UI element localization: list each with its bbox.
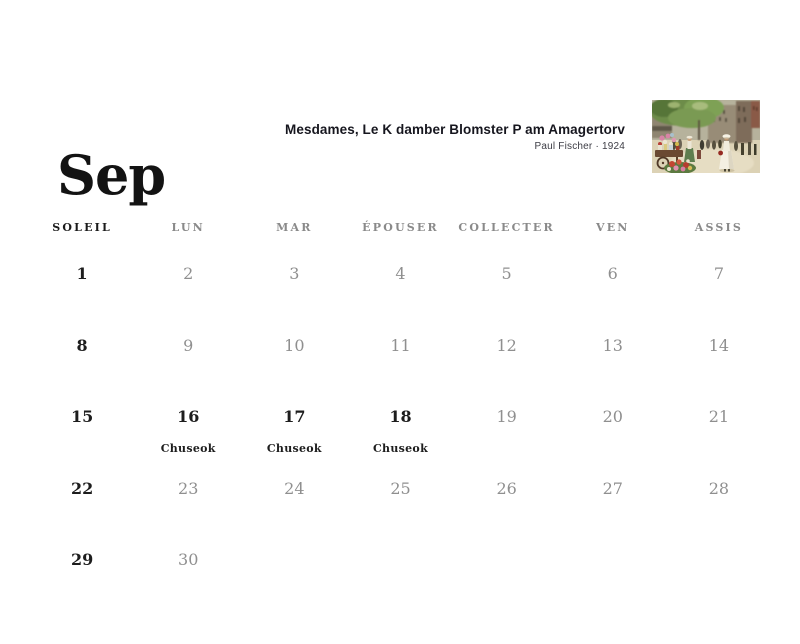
weekday-header-6: ASSIS [694, 220, 744, 234]
day-cell-10 [241, 312, 347, 384]
day-cell-19 [454, 383, 560, 456]
day-cell-15 [29, 383, 135, 456]
day-cell-29 [29, 526, 135, 598]
day-cell-18 [347, 383, 453, 456]
day-cell-13 [560, 312, 666, 384]
week-row-3 [29, 383, 772, 455]
artwork-byline [285, 141, 625, 152]
weekday-header-5: VEN [595, 220, 630, 234]
date-number: 10 [284, 335, 305, 355]
day-cell-9 [135, 312, 241, 384]
day-cell-23 [135, 455, 241, 527]
date-number: 14 [708, 335, 730, 355]
day-cell-4 [347, 240, 453, 312]
day-cell-11 [347, 312, 453, 384]
date-number: 4 [395, 264, 406, 283]
artwork-artist: Paul Fischer [534, 141, 593, 153]
date-number: 25 [390, 478, 411, 498]
day-cell-6 [560, 240, 666, 312]
day-cell-14 [666, 312, 772, 384]
date-number: 16 [177, 407, 200, 426]
calendar [29, 214, 772, 598]
date-number: 22 [70, 478, 94, 498]
date-number: 5 [501, 264, 512, 283]
day-cell-20 [560, 383, 666, 456]
date-number: 17 [283, 407, 306, 426]
week-row-4 [29, 455, 772, 527]
day-cell-27 [560, 455, 666, 527]
week-row-2 [29, 312, 772, 384]
date-number: 21 [708, 407, 730, 426]
day-cell-30 [135, 526, 241, 598]
date-number: 12 [496, 335, 517, 355]
holiday-label: Chuseok [372, 442, 428, 455]
day-cell-25 [347, 455, 453, 527]
holiday-label: Chuseok [266, 442, 322, 455]
day-cell-24 [241, 455, 347, 527]
artwork-caption [285, 122, 625, 152]
date-number: 29 [70, 550, 94, 569]
empty-cell [666, 526, 772, 598]
date-number: 26 [496, 478, 517, 498]
day-cell-12 [454, 312, 560, 384]
street-market-painting-image [652, 100, 760, 173]
date-number: 6 [607, 264, 618, 283]
empty-cell [454, 526, 560, 598]
date-number: 18 [389, 407, 412, 426]
date-number: 24 [284, 478, 305, 498]
empty-cell [241, 526, 347, 598]
date-number: 30 [178, 550, 199, 569]
artwork-title: Mesdames, Le K damber Blomster P am Amagertorv [285, 122, 625, 137]
date-number: 9 [183, 335, 194, 355]
date-number: 1 [76, 264, 88, 283]
date-number: 15 [70, 407, 94, 426]
day-cell-17 [241, 383, 347, 456]
day-cell-2 [135, 240, 241, 312]
date-number: 11 [390, 335, 411, 355]
day-cell-3 [241, 240, 347, 312]
date-number: 7 [713, 264, 725, 283]
week-row-1 [29, 240, 772, 312]
holiday-label: Chuseok [160, 442, 216, 455]
day-cell-21 [666, 383, 772, 456]
date-number: 23 [178, 478, 199, 498]
month-title: Sep [57, 143, 166, 208]
day-cell-5 [454, 240, 560, 312]
day-cell-16 [135, 383, 241, 456]
weekday-header-2: MAR [276, 220, 313, 234]
day-cell-1 [29, 240, 135, 312]
day-cell-28 [666, 455, 772, 527]
weekday-header-1: LUN [171, 220, 205, 234]
day-cell-7 [666, 240, 772, 312]
date-number: 20 [602, 407, 623, 426]
artwork-year: 1924 [601, 141, 625, 153]
empty-cell [347, 526, 453, 598]
date-number: 27 [602, 478, 623, 498]
day-cell-22 [29, 455, 135, 527]
date-number: 28 [708, 478, 730, 498]
day-cell-8 [29, 312, 135, 384]
weekday-header-0: SOLEIL [52, 220, 112, 234]
date-number: 19 [496, 407, 517, 426]
date-number: 2 [183, 264, 194, 283]
day-cell-26 [454, 455, 560, 527]
date-number: 3 [289, 264, 300, 283]
calendar-grid [29, 240, 772, 598]
empty-cell [560, 526, 666, 598]
byline-separator-dot: · [595, 141, 599, 153]
weekday-header-3: ÉPOUSER [362, 220, 439, 234]
weekday-row [29, 214, 772, 240]
date-number: 8 [76, 335, 88, 355]
weekday-header-4: COLLECTER [458, 220, 555, 234]
date-number: 13 [602, 335, 623, 355]
week-row-5 [29, 526, 772, 598]
